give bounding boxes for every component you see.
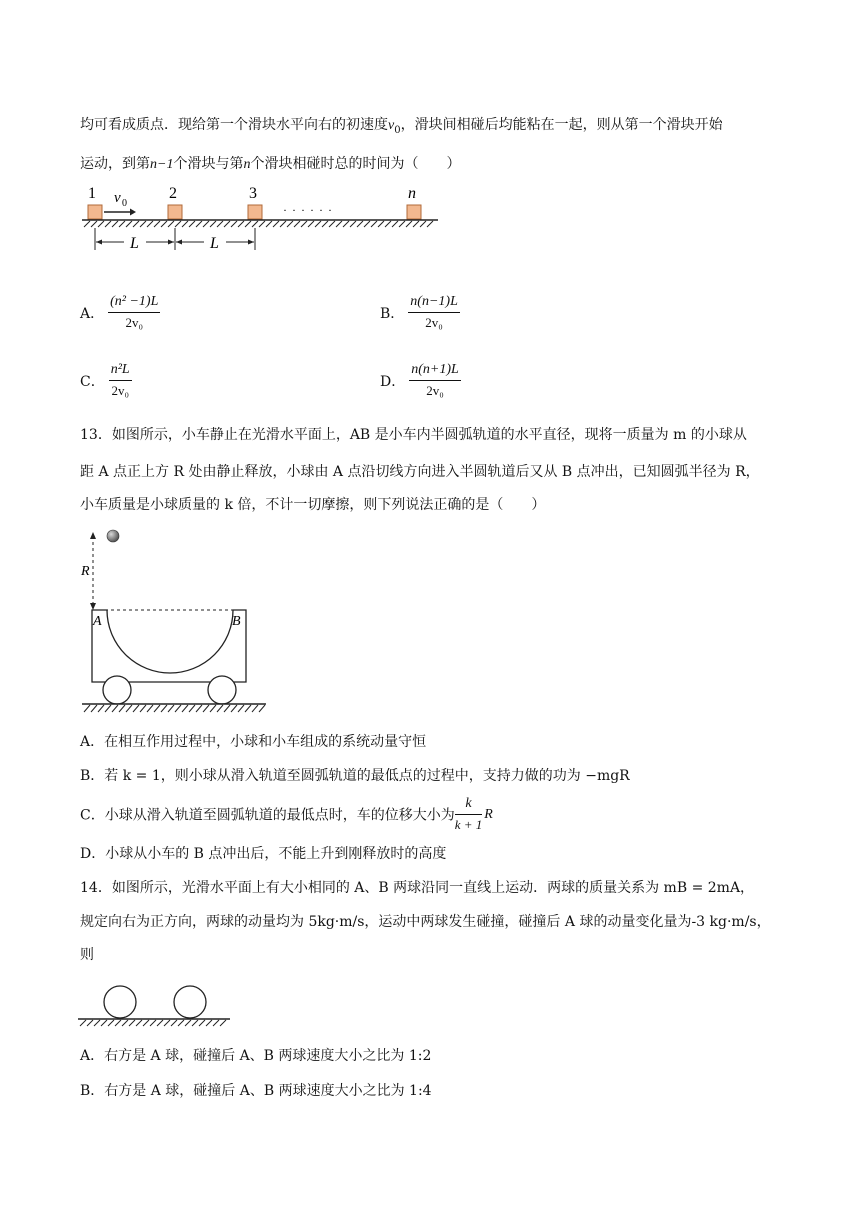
block-label-n: n <box>408 185 416 202</box>
label-R: R <box>81 564 90 579</box>
q13-cart-figure <box>78 522 278 722</box>
spacing-label-1: L <box>130 235 139 252</box>
q14-line-3: 则 <box>80 947 94 963</box>
q12-line-2a: 运动，到第 <box>80 156 150 172</box>
option-c-denominator: 2v₀ <box>111 383 129 398</box>
q13-line-1: 13．如图所示，小车静止在光滑水平面上，AB 是小车内半圆弧轨道的水平直径，现将一质量为 m 的小球从 <box>80 427 747 443</box>
option-c-tail: R <box>484 806 493 822</box>
q12-option-a[interactable] <box>80 294 160 331</box>
dim-arrow-4 <box>248 240 254 245</box>
right-ball <box>174 986 206 1018</box>
q14-option-a[interactable]: A．右方是 A 球，碰撞后 A、B 两球速度大小之比为 1:2 <box>80 1048 432 1064</box>
ball <box>107 530 119 542</box>
ground-hatching <box>84 705 265 712</box>
q13-option-c[interactable] <box>80 796 493 833</box>
option-d-denominator: 2v₀ <box>426 383 444 398</box>
velocity-subscript: 0 <box>122 198 127 209</box>
option-b-label: B． <box>380 305 405 322</box>
block-label-3: 3 <box>249 185 257 202</box>
dim-arrow-3 <box>176 240 182 245</box>
q14-balls-figure <box>76 984 236 1032</box>
q13-line-2: 距 A 点正上方 R 处由静止释放，小球由 A 点沿切线方向进入半圆轨道后又从 B 点冲出，已知圆弧半径为 R， <box>80 464 760 480</box>
q14-line-1: 14．如图所示，光滑水平面上有大小相同的 A、B 两球沿同一直线上运动．两球的质量关系为 mB = 2mA， <box>80 880 755 896</box>
left-wheel <box>103 676 131 704</box>
q14-option-b[interactable]: B．右方是 A 球，碰撞后 A、B 两球速度大小之比为 1:4 <box>80 1083 432 1099</box>
ground-hatching <box>84 221 433 227</box>
option-b-numerator: n(n−1)L <box>408 294 460 313</box>
block-label-1: 1 <box>88 185 96 202</box>
dim-arrow-2 <box>168 240 174 245</box>
n-symbol: n <box>150 157 157 172</box>
option-c-label: C． <box>80 373 105 390</box>
label-B: B <box>232 614 241 629</box>
option-c-numerator: k <box>455 796 483 815</box>
option-c-numerator: n²L <box>109 362 132 381</box>
q13-option-a[interactable]: A．在相互作用过程中，小球和小车组成的系统动量守恒 <box>80 734 427 750</box>
q12-line-2 <box>80 154 460 175</box>
q12-line-1-end: ，滑块间相碰后均能粘在一起，则从第一个滑块开始 <box>400 117 723 133</box>
block-2 <box>168 205 182 219</box>
option-b-denominator: 2v₀ <box>425 315 443 330</box>
label-A: A <box>93 614 102 629</box>
block-1 <box>88 205 102 219</box>
q14-line-2: 规定向右为正方向，两球的动量均为 5kg·m/s，运动中两球发生碰撞，碰撞后 A 球的动量变化量为-3 kg·m/s， <box>80 914 771 930</box>
option-b-fraction <box>408 294 460 331</box>
dim-arrow-1 <box>96 240 102 245</box>
height-arrow-top <box>90 532 96 539</box>
ellipsis-dots: · · · · · · <box>283 203 333 217</box>
option-a-label: A． <box>80 305 105 322</box>
option-d-fraction <box>409 362 461 399</box>
velocity-arrowhead <box>130 209 136 216</box>
option-a-fraction <box>108 294 160 331</box>
v0-subscript: 0 <box>394 124 401 136</box>
n-symbol-2: n <box>243 157 251 172</box>
option-a-denominator: 2v₀ <box>125 315 144 330</box>
q12-line-2b: 个滑块与第 <box>173 156 244 172</box>
block-3 <box>248 205 262 219</box>
v0-symbol: v <box>388 118 395 133</box>
q13-option-d[interactable]: D．小球从小车的 B 点冲出后，不能上升到刚释放时的高度 <box>80 846 447 862</box>
q13-option-b[interactable]: B．若 k = 1，则小球从滑入轨道至圆弧轨道的最低点的过程中，支持力做的功为 −mgR <box>80 768 630 784</box>
q12-option-d[interactable] <box>380 362 461 399</box>
minus-one: −1 <box>157 157 174 172</box>
cart-body <box>92 610 246 682</box>
option-c-fraction <box>455 796 483 833</box>
spacing-label-2: L <box>210 235 219 252</box>
q12-line-1 <box>80 115 723 141</box>
velocity-label: v <box>114 190 121 206</box>
right-wheel <box>208 676 236 704</box>
block-n <box>407 205 421 219</box>
ground-hatching <box>80 1020 226 1026</box>
q12-line-2c: 个滑块相碰时总的时间为（ ） <box>250 156 461 172</box>
q12-blocks-figure <box>78 180 448 260</box>
option-c-denominator: k + 1 <box>454 817 483 832</box>
block-label-2: 2 <box>169 185 177 202</box>
option-c-text: C．小球从滑入轨道至圆弧轨道的最低点时，车的位移大小为 <box>80 807 455 824</box>
option-c-fraction <box>109 362 132 399</box>
option-d-numerator: n(n+1)L <box>409 362 461 381</box>
option-a-numerator: (n² −1)L <box>108 294 160 313</box>
q12-line-1-text: 均可看成质点．现给第一个滑块水平向右的初速度 <box>80 117 388 133</box>
q12-option-b[interactable] <box>380 294 460 331</box>
left-ball <box>104 986 136 1018</box>
q13-line-3: 小车质量是小球质量的 k 倍，不计一切摩擦，则下列说法正确的是（ ） <box>80 497 546 513</box>
height-arrow-bottom <box>90 603 96 610</box>
option-d-label: D． <box>380 373 406 390</box>
q12-option-c[interactable] <box>80 362 132 399</box>
spacing-dimension <box>95 228 255 250</box>
